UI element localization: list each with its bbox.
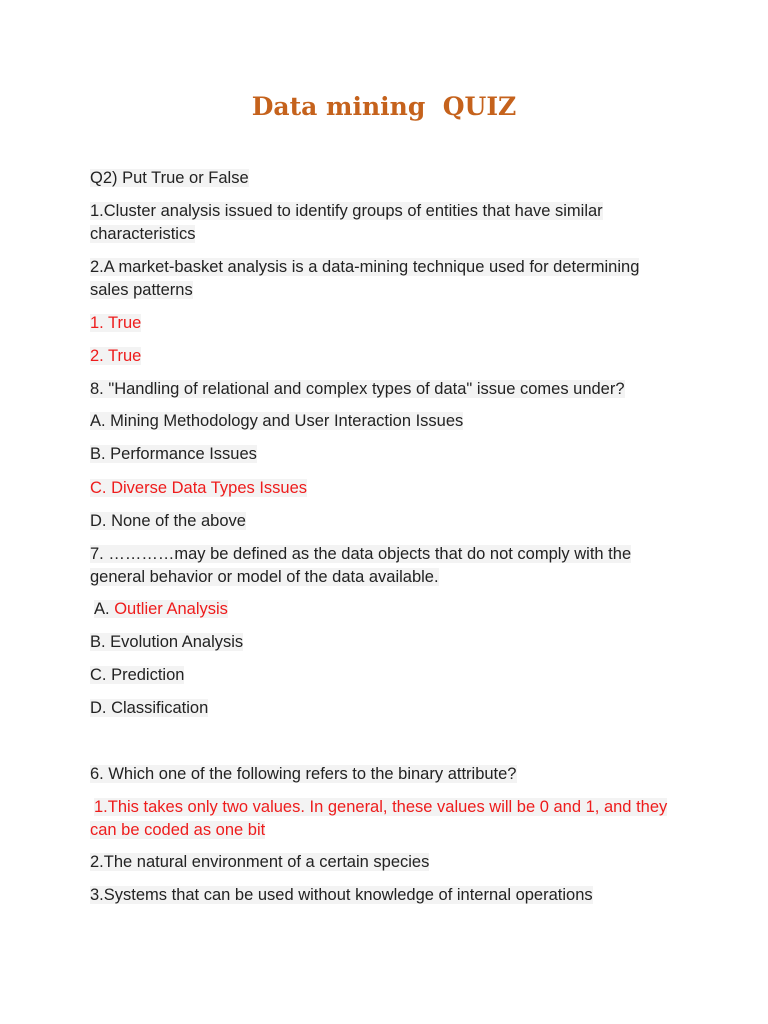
q2-item2-line1: 2.A market-basket analysis is a data-mining technique used for determining (90, 258, 640, 276)
q8-question-text: 8. "Handling of relational and complex types of data" issue comes under? (90, 380, 625, 398)
q2-item2-line2: sales patterns (90, 281, 193, 299)
statement-1 (90, 200, 690, 223)
q7-option-c-text: C. Prediction (90, 666, 185, 684)
question-8 (90, 378, 690, 401)
answer-2-text: 2. True (90, 347, 142, 365)
q7-option-a-prefix: A. (94, 600, 115, 618)
q8-option-d (90, 510, 690, 533)
q8-option-b-text: B. Performance Issues (90, 445, 257, 463)
q6-option-2 (90, 851, 690, 874)
q7-option-c (90, 664, 690, 687)
question-6 (90, 763, 690, 786)
page-title: Data mining QUIZ (251, 92, 517, 121)
statement-2-continued (90, 279, 690, 302)
q6-question-text: 6. Which one of the following refers to the binary attribute? (90, 765, 517, 783)
q7-option-d-text: D. Classification (90, 699, 209, 717)
statement-2 (90, 256, 690, 279)
answer-1-text: 1. True (90, 314, 142, 332)
question-7 (90, 543, 690, 566)
q2-item1-line1: 1.Cluster analysis issued to identify groups of entities that have similar (90, 202, 603, 220)
q7-question-line2: general behavior or model of the data available. (90, 568, 439, 586)
q8-option-c (90, 477, 690, 500)
q6-option-1-continued (90, 819, 690, 842)
q6-option-1 (94, 796, 694, 819)
q8-option-a (90, 410, 690, 433)
q8-option-a-text: A. Mining Methodology and User Interaction Issues (90, 412, 464, 430)
q2-heading-text: Q2) Put True or False (90, 169, 249, 187)
statement-1-continued (90, 223, 690, 246)
q8-option-d-text: D. None of the above (90, 512, 246, 530)
q6-option-3 (90, 884, 690, 907)
q7-option-b-text: B. Evolution Analysis (90, 633, 244, 651)
q6-option-1-line2: can be coded as one bit (90, 821, 266, 839)
q7-question-line1: 7. …………may be defined as the data objects that do not comply with the (90, 545, 632, 563)
q7-option-d (90, 697, 690, 720)
q6-option-1-line1: 1.This takes only two values. In general, these values will be 0 and 1, and they (94, 798, 668, 816)
answer-1 (90, 312, 690, 335)
q8-option-c-text: C. Diverse Data Types Issues (90, 479, 308, 497)
question-7-continued (90, 566, 690, 589)
q7-option-b (90, 631, 690, 654)
q6-option-2-text: 2.The natural environment of a certain species (90, 853, 430, 871)
q6-option-3-text: 3.Systems that can be used without knowledge of internal operations (90, 886, 593, 904)
q7-option-a (94, 598, 694, 621)
question-heading (90, 167, 690, 190)
answer-2 (90, 345, 690, 368)
q2-item1-line2: characteristics (90, 225, 196, 243)
q7-option-a-text: Outlier Analysis (114, 600, 228, 618)
q8-option-b (90, 443, 690, 466)
